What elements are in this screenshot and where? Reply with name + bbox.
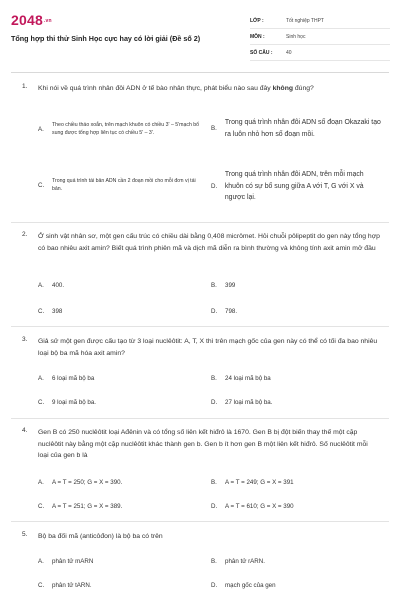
option-letter: C. [38, 503, 45, 510]
option-text: Trong quá trình nhân đôi ADN, trên mỗi mạch khuôn có sự bổ sung giữa A với T, G với X và ngược lại. [224, 171, 364, 201]
meta-label: LỚP : [250, 17, 264, 24]
option-c[interactable] [38, 177, 208, 193]
question-text [38, 83, 380, 95]
option-letter: D. [211, 308, 218, 315]
option-letter: B. [211, 375, 217, 382]
question-text: Ở sinh vật nhân sơ, một gen cấu trúc có chiều dài bằng 0,408 micrômet. Hỏi chuỗi pôlipeptit do gen này tổng hợp có bao nhiêu axit amin? Biết quá trình phiên mã và dịch mã diễn ra bình thường và không tính axit amin mở đầu [38, 233, 380, 252]
question-text: Bộ ba đối mã (anticôđon) là bộ ba có trên [38, 533, 163, 540]
option-d[interactable] [211, 307, 237, 316]
question-text-part: Khi nói về quá trình nhân đôi ADN ở tế bào nhân thực, phát biểu nào sau đây [38, 85, 271, 92]
option-letter: C. [38, 181, 45, 189]
meta-value: Sinh học [286, 33, 306, 40]
option-letter: C. [38, 582, 45, 589]
option-text: phân tử rARN. [225, 558, 265, 565]
option-letter: C. [38, 308, 45, 315]
option-text: A = T = 250; G = X = 390. [52, 479, 123, 486]
option-text: 27 loại mã bộ ba. [225, 399, 273, 406]
question-divider [11, 222, 389, 223]
option-letter: B. [211, 479, 217, 486]
option-text: 9 loại mã bộ ba. [52, 399, 97, 406]
option-letter: A. [38, 282, 44, 289]
option-text: 24 loại mã bộ ba [225, 375, 271, 382]
question-text-part: đúng? [294, 85, 314, 92]
option-b[interactable] [211, 374, 271, 383]
option-text: A = T = 610; G = X = 390 [225, 503, 294, 510]
option-text: mạch gốc của gen [225, 582, 276, 589]
logo-text: 2048 [11, 12, 43, 28]
question-number: 3. [22, 336, 28, 343]
option-a[interactable] [38, 374, 94, 383]
option-text: 398 [52, 308, 63, 315]
option-d[interactable] [211, 581, 276, 590]
option-text: 6 loại mã bộ ba [52, 375, 95, 382]
option-b[interactable] [211, 478, 294, 487]
option-letter: D. [211, 503, 218, 510]
option-text: A = T = 249; G = X = 391 [225, 479, 294, 486]
option-letter: A. [38, 558, 44, 565]
option-text: 400. [52, 282, 65, 289]
option-c[interactable] [38, 398, 96, 407]
option-b[interactable] [211, 117, 381, 140]
option-letter: B. [211, 125, 217, 132]
exam-header [0, 0, 400, 68]
option-text: phân tử mARN [52, 558, 94, 565]
question-number: 1. [22, 83, 28, 90]
option-d[interactable] [211, 169, 381, 204]
option-a[interactable] [38, 478, 122, 487]
meta-row-subject [250, 29, 390, 45]
meta-row-count [250, 45, 390, 61]
option-c[interactable] [38, 581, 92, 590]
question-text: Giả sử một gen được cấu tạo từ 3 loại nuclêôtit: A, T, X thì trên mạch gốc của gen này có thể có tối đa bao nhiêu loại bộ ba mã hóa axit amin? [38, 338, 378, 357]
option-text: phân tử tARN. [52, 582, 92, 589]
option-letter: D. [211, 182, 218, 190]
logo-suffix: .vn [43, 18, 52, 25]
question-text-emphasis: không [272, 85, 293, 92]
question-number: 2. [22, 231, 28, 238]
option-c[interactable] [38, 502, 122, 511]
option-letter: A. [38, 479, 44, 486]
meta-value: Tốt nghiệp THPT [286, 17, 324, 24]
option-letter: B. [211, 282, 217, 289]
option-letter: B. [211, 558, 217, 565]
site-logo[interactable] [11, 12, 52, 28]
meta-label: MÔN : [250, 33, 265, 40]
option-text: Trong quá trình tái bản ADN cần 2 đoạn mồi cho mỗi đơn vị tái bản. [52, 178, 196, 192]
option-letter: A. [38, 375, 44, 382]
option-text: Trong quá trình nhân đôi ADN số đoạn Okazaki tạo ra luôn nhỏ hơn số đoạn mồi. [224, 119, 381, 138]
meta-row-class [250, 13, 390, 29]
option-letter: C. [38, 399, 45, 406]
option-a[interactable] [38, 557, 93, 566]
option-a[interactable] [38, 281, 64, 290]
meta-label: SỐ CÂU : [250, 49, 273, 56]
option-d[interactable] [211, 502, 294, 511]
option-d[interactable] [211, 398, 272, 407]
option-text: 399 [225, 282, 236, 289]
option-letter: D. [211, 399, 218, 406]
option-text: A = T = 251; G = X = 389. [52, 503, 123, 510]
option-text: 798. [225, 308, 238, 315]
question-divider [11, 418, 389, 419]
question-number: 4. [22, 427, 28, 434]
option-letter: A. [38, 125, 44, 133]
meta-value: 40 [286, 49, 292, 56]
option-c[interactable] [38, 307, 62, 316]
question-number: 5. [22, 531, 28, 538]
question-divider [11, 521, 389, 522]
question-text: Gen B có 250 nuclêôtit loại Ađênin và có tổng số liên kết hiđrô là 1670. Gen B bị đột biến thay thế một cặp nuclêôtit này bằng một cặp nuclêôtit khác thành gen b. Gen b ít hơn gen B một liên kết hiđrô. Số nuclêôtit mỗi loại của gen b là [38, 429, 368, 459]
exam-meta [250, 13, 390, 61]
option-letter: D. [211, 582, 218, 589]
option-a[interactable] [38, 121, 208, 137]
option-b[interactable] [211, 281, 235, 290]
option-b[interactable] [211, 557, 265, 566]
option-text: Theo chiều tháo xoắn, trên mạch khuôn có chiều 3' – 5'mạch bổ sung được tổng hợp liên tục có chiều 5' – 3'. [52, 122, 200, 136]
exam-title: Tổng hợp thi thử Sinh Học cực hay có lời giải (Đề số 2) [11, 34, 201, 43]
header-divider [11, 72, 389, 73]
question-divider [11, 326, 389, 327]
